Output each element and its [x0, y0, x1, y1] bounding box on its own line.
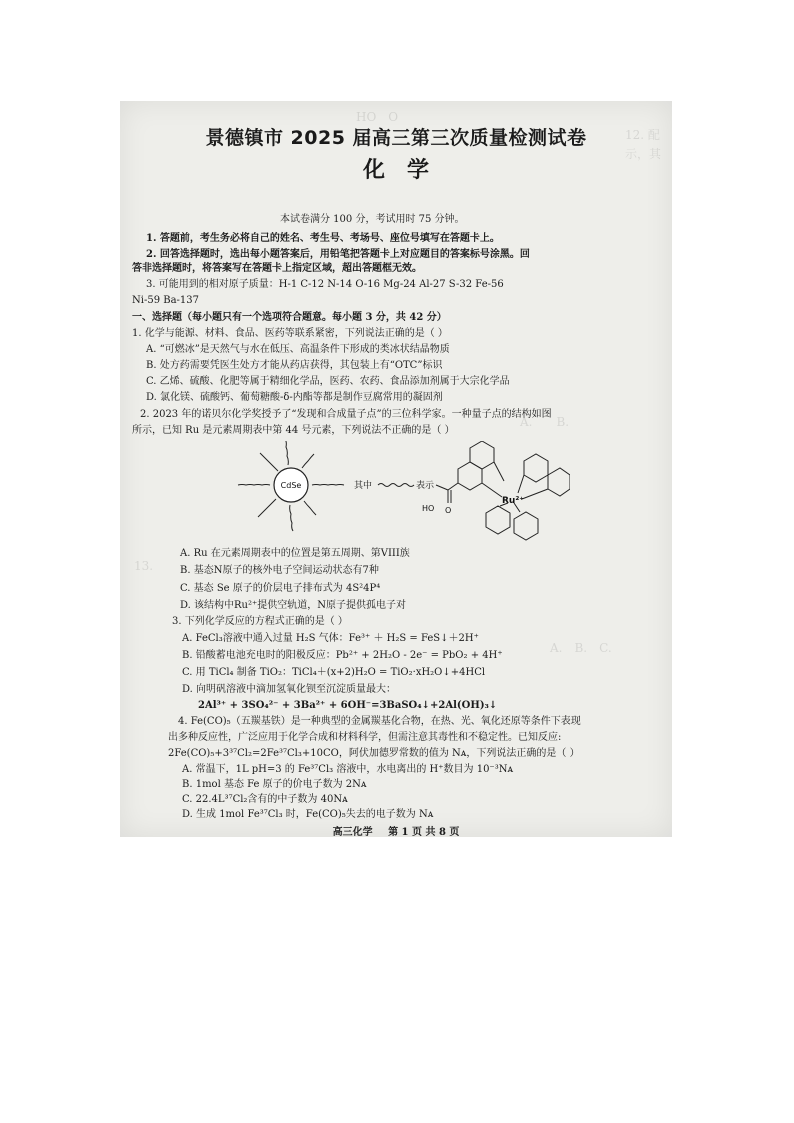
bleed-through-decoration: A. B. C.: [550, 641, 612, 655]
bleed-through-decoration: 12. 配: [625, 128, 660, 142]
cdse-label: CdSe: [280, 481, 302, 490]
question-1-option-c: C. 乙烯、硫酸、化肥等属于精细化学品，医药、农药、食品添加剂属于大宗化学品: [146, 376, 510, 387]
question-3-option-b: B. 铅酸蓄电池充电时的阳极反应：Pb²⁺ + 2H₂O - 2e⁻ = PbO₂ + 4H⁺: [182, 650, 503, 661]
figure-note-zhong: 其中: [354, 481, 373, 491]
question-1-option-d: D. 氯化镁、硫酸钙、葡萄糖酸-δ-内酯等都是制作豆腐常用的凝固剂: [146, 392, 443, 403]
question-2-option-b: B. 基态N原子的核外电子空间运动状态有7种: [180, 565, 379, 576]
question-1-stem: 1. 化学与能源、材料、食品、医药等联系紧密，下列说法正确的是（ ）: [132, 328, 448, 339]
exam-title: 景德镇市 2025 届高三第三次质量检测试卷: [205, 127, 587, 149]
question-3-option-a: A. FeCl₃溶液中通入过量 H₂S 气体：Fe³⁺ ＋ H₂S = FeS↓＋2H⁺: [182, 633, 479, 644]
question-4-stem-2: 出多种反应性，广泛应用于化学合成和材料科学，但需注意其毒性和不稳定性。已知反应:: [168, 732, 562, 743]
bleed-through-decoration: 示，其: [625, 147, 662, 161]
instruction-3b: Ni-59 Ba-137: [132, 295, 200, 306]
carbonyl-label: O: [445, 506, 452, 515]
question-2-option-a: A. Ru 在元素周期表中的位置是第五周期、第VIII族: [180, 548, 410, 559]
footer-subject: 高三化学: [332, 827, 373, 837]
exam-subject: 化学: [362, 158, 451, 183]
instruction-2a: 2. 回答选择题时，选出每小题答案后，用铅笔把答题卡上对应题目的答案标号涂黑。回: [146, 249, 530, 260]
instruction-3a: 3. 可能用到的相对原子质量：H-1 C-12 N-14 O-16 Mg-24 Al-27 S-32 Fe-56: [146, 279, 504, 290]
question-4-option-d: D. 生成 1mol Fe³⁷Cl₃ 时，Fe(CO)₅失去的电子数为 Nᴀ: [182, 809, 434, 820]
page-footer: [120, 823, 672, 837]
ru-label: Ru²⁺: [502, 496, 525, 506]
question-4-stem-1: 4. Fe(CO)₅（五羰基铁）是一种典型的金属羰基化合物，在热、光、氧化还原等条件下表现: [178, 716, 581, 727]
hydroxyl-text: HO: [422, 504, 435, 513]
question-4-option-a: A. 常温下，1L pH=3 的 Fe³⁷Cl₃ 溶液中，水电离出的 H⁺数目为 10⁻³Nᴀ: [182, 764, 514, 775]
question-2-option-c: C. 基态 Se 原子的价层电子排布式为 4S²4P⁴: [180, 583, 381, 594]
figure-note-biaoshi: 表示: [416, 481, 435, 491]
footer-page-number: 第 1 页 共 8 页: [388, 827, 460, 837]
question-2-stem-1: 2. 2023 年的诺贝尔化学奖授予了“发现和合成量子点”的三位科学家。一种量子点的结构如图: [140, 409, 552, 420]
question-4-stem-3: 2Fe(CO)₅+3³⁷Cl₂=2Fe³⁷Cl₃+10CO，阿伏加德罗常数的值为 Nᴀ，下列说法正确的是（ ）: [168, 748, 580, 759]
instruction-2b: 答非选择题时，将答案写在答题卡上指定区域，超出答题框无效。: [132, 263, 422, 274]
quantum-dot-structure-figure: [230, 441, 570, 543]
bleed-through-decoration: A. B.: [520, 415, 570, 429]
bleed-through-decoration: HO O: [356, 110, 399, 124]
question-4-option-c: C. 22.4L³⁷Cl₂含有的中子数为 40Nᴀ: [182, 794, 348, 805]
score-line: 本试卷满分 100 分，考试用时 75 分钟。: [280, 214, 465, 225]
bleed-through-decoration: 13.: [134, 559, 154, 573]
section-heading: 一、选择题（每小题只有一个选项符合题意。每小题 3 分，共 42 分）: [132, 312, 447, 323]
question-2-option-d: D. 该结构中Ru²⁺提供空轨道，N原子提供孤电子对: [180, 600, 407, 611]
question-3-option-d-1: D. 向明矾溶液中滴加氢氧化钡至沉淀质量最大：: [182, 684, 397, 695]
question-2-stem-2: 所示，已知 Ru 是元素周期表中第 44 号元素，下列说法不正确的是（ ）: [132, 425, 455, 436]
question-3-option-c: C. 用 TiCl₄ 制备 TiO₂：TiCl₄＋(x+2)H₂O = TiO₂·xH₂O↓+4HCl: [182, 667, 486, 678]
question-4-option-b: B. 1mol 基态 Fe 原子的价电子数为 2Nᴀ: [182, 779, 367, 790]
question-3-stem: 3. 下列化学反应的方程式正确的是（ ）: [172, 616, 348, 627]
question-3-option-d-2: 2Al³⁺ + 3SO₄²⁻ + 3Ba²⁺ + 6OH⁻=3BaSO₄↓+2Al(OH)₃↓: [198, 700, 498, 711]
question-1-option-a: A. “可燃冰”是天然气与水在低压、高温条件下形成的类冰状结晶物质: [146, 344, 450, 355]
exam-page: [120, 101, 672, 837]
question-1-option-b: B. 处方药需要凭医生处方才能从药店获得，其包装上有“OTC”标识: [146, 360, 443, 371]
instruction-1: 1. 答题前，考生务必将自己的姓名、考生号、考场号、座位号填写在答题卡上。: [146, 233, 500, 244]
